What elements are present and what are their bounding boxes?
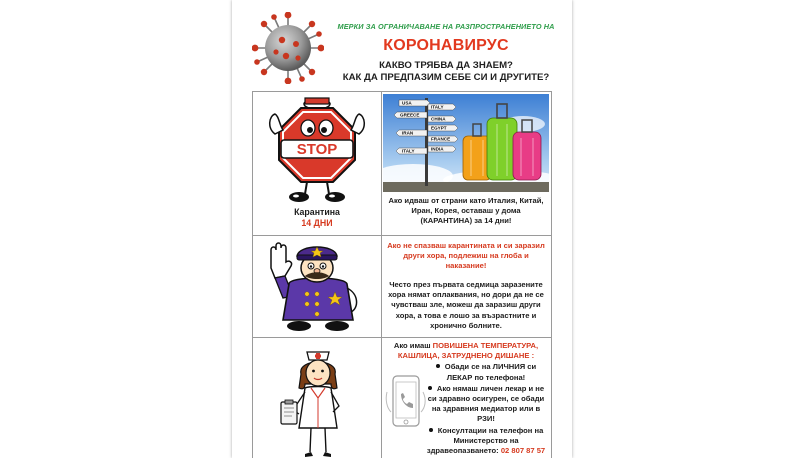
sign-label: ITALY	[431, 104, 444, 110]
bullet-dot-icon	[429, 428, 433, 432]
list-item	[383, 426, 549, 457]
list-item	[383, 384, 549, 425]
travel-quarantine-text: Ако идваш от страни като Италия, Китай, Иран, Корея, оставаш у дома (КАРАНТИНА) за 14 дни!	[388, 196, 544, 226]
instructions-list	[383, 362, 549, 456]
sign-label: EGYPT	[431, 125, 447, 131]
sign-label: GREECE	[400, 112, 420, 118]
bullet-dot-icon	[436, 364, 440, 368]
call-doctor-text: Обади се на ЛИЧНИЯ си ЛЕКАР по телефона!	[444, 362, 537, 382]
sign-label: INDIA	[431, 146, 444, 152]
penalty-row	[252, 236, 552, 338]
quarantine-title: Карантина	[294, 207, 340, 217]
sign-label: CHINA	[431, 116, 446, 122]
info-grid	[252, 91, 552, 458]
symptoms-cell	[381, 338, 552, 458]
subtitle-line-2: КАК ДА ПРЕДПАЗИМ СЕБЕ СИ И ДРУГИТЕ?	[342, 72, 550, 83]
quarantine-label	[253, 207, 381, 229]
list-item	[383, 362, 549, 382]
mediator-text: Ако нямаш личен лекар и не си здравно осигурен, се обади на здравния медиатор или в РЗИ!	[427, 383, 545, 424]
quarantine-days: 14 ДНИ	[301, 218, 333, 228]
quarantine-row	[252, 92, 552, 236]
symptoms-row	[252, 338, 552, 458]
poster-page	[232, 0, 572, 458]
bullet-dot-icon	[428, 386, 432, 390]
subtitle-line-1: КАКВО ТРЯБВА ДА ЗНАЕМ?	[379, 60, 513, 71]
quarantine-image-cell	[252, 92, 382, 235]
symptoms-text	[383, 341, 549, 456]
nurse-image-cell	[252, 338, 382, 458]
header-top-line: МЕРКИ ЗА ОГРАНИЧАВАНЕ НА РАЗПРОСТРАНЕНИЕТО НА	[337, 22, 555, 31]
sign-label: ITALY	[402, 148, 415, 154]
sign-label: IRAN	[402, 130, 414, 136]
page-subtitle	[312, 60, 572, 84]
stop-sign-label: STOP	[296, 141, 338, 158]
stop-sign-character-icon	[265, 94, 369, 204]
sign-label: USA	[402, 100, 412, 106]
travel-signpost-suitcases-image	[383, 94, 549, 192]
penalty-cell	[381, 236, 552, 337]
symptoms-intro: Ако имаш	[393, 341, 433, 350]
sign-label: FRANCE	[431, 136, 451, 142]
symptoms-list: ПОВИШЕНА ТЕМПЕРАТУРА, КАШЛИЦА, ЗАТРУДНЕНО ДИШАНЕ :	[397, 341, 539, 361]
nurse-icon	[275, 344, 361, 458]
police-officer-icon	[267, 238, 367, 334]
ministry-phone: 02 807 87 57	[500, 446, 546, 456]
asymptomatic-info-text: Често през първата седмица заразените хора нямат оплаквания, но дори да не се чувстваш зле, можеш да заразиш други хора, а това е лошо за възрастните и хронично болните.	[388, 280, 544, 330]
travel-cell	[381, 92, 552, 235]
police-image-cell	[252, 236, 382, 337]
page-title: КОРОНАВИРУС	[383, 37, 509, 54]
ministry-text: Консултации на телефон на Министерство на здравеопазването:	[426, 425, 544, 456]
penalty-warning-text: Ако не спазваш карантината и си заразил други хора, подлежиш на глоба и наказание!	[387, 241, 545, 271]
